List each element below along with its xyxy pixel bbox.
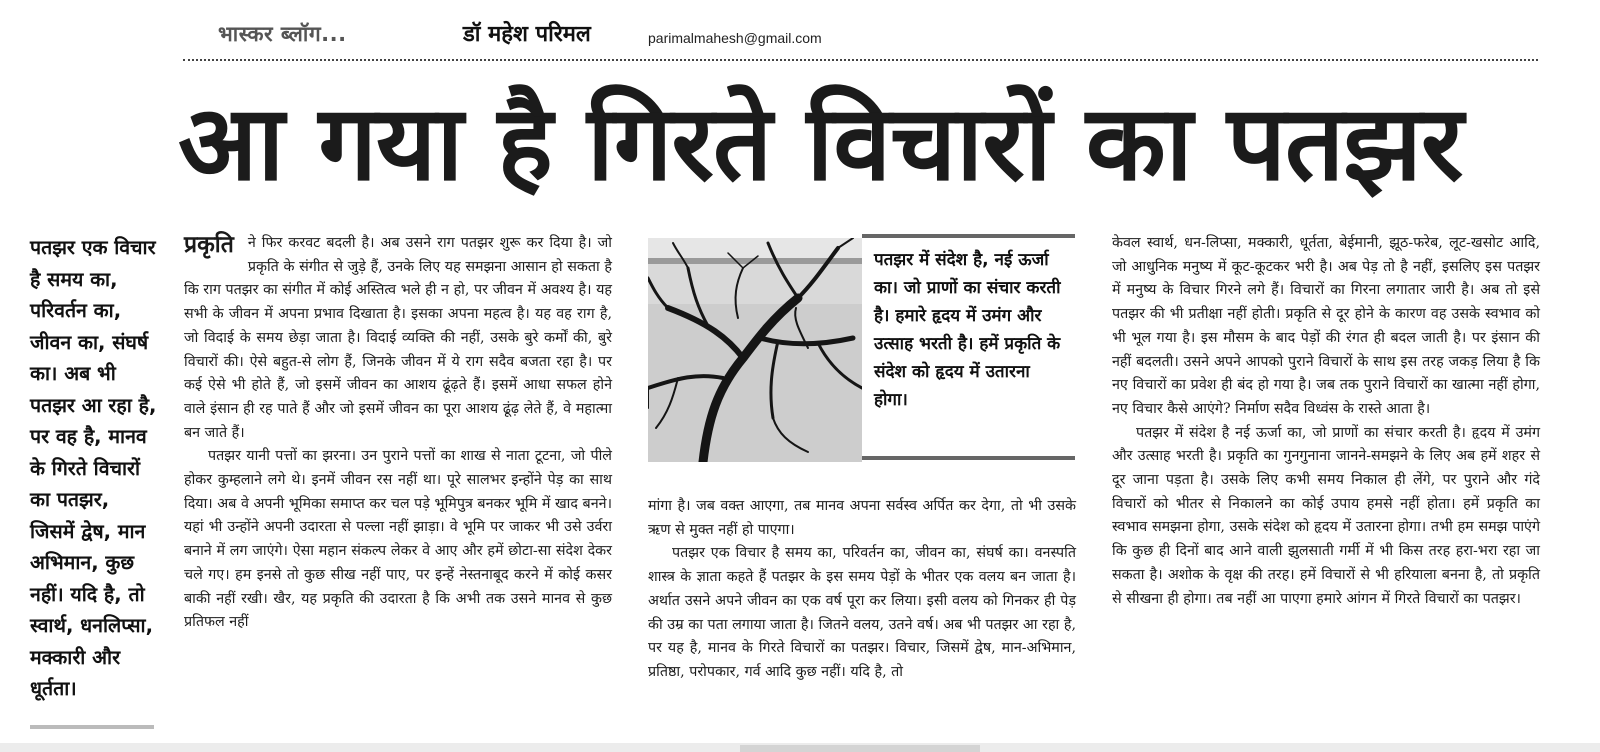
headline: आ गया है गिरते विचारों का पतझर [178, 82, 1463, 204]
article-column-3 [1112, 232, 1540, 611]
article-column-2 [648, 495, 1076, 685]
horizontal-scrollbar-thumb[interactable] [740, 745, 980, 752]
tree-photo [648, 238, 862, 462]
article-paragraph: मांगा है। जब वक्त आएगा, तब मानव अपना सर्वस्व अर्पित कर देगा, तो भी उसके ऋण से मुक्त नहीं हो पाएगा। [648, 498, 1076, 538]
sidebar-quote: पतझर एक विचार है समय का, परिवर्तन का, जीवन का, संघर्ष का। अब भी पतझर आ रहा है, पर वह है, मानव के गिरते विचारों का पतझर, जिसमें द्वेष, मान अभिमान, कुछ नहीं। यदि है, तो स्वार्थ, धनलिप्सा, मक्कारी और धूर्तता। [30, 236, 157, 700]
author-email[interactable]: parimalmahesh@gmail.com [648, 30, 822, 46]
pull-quote: पतझर में संदेश है, नई ऊर्जा का। जो प्राणों का संचार करती है। हमारे हृदय में उमंग और उत्साह भरती है। हमें प्रकृति के संदेश को हृदय में उतारना होगा। [862, 234, 1075, 460]
blog-name: भास्कर ब्लॉग... [218, 22, 347, 46]
article-paragraph: केवल स्वार्थ, धन-लिप्सा, मक्कारी, धूर्तता, बेईमानी, झूठ-फरेब, लूट-खसोट आदि, जो आधुनिक मनुष्य में कूट-कूटकर भरी है। अब पेड़ तो है नहीं, इसलिए इस पतझर में मनुष्य के विचार गिरने लगे हैं। विचारों का गिरना लगातार जारी है। अब तो इसे पतझर की भी प्रतीक्षा नहीं होती। प्रकृति से दूर होने के कारण वह उसके स्वभाव को भी भूल गया है। इस मौसम के बाद पेड़ों की रंगत ही बदल जाती है। पर इंसान की नहीं बदलती। उसने अपने आपको पुराने विचारों के साथ इस तरह जकड़ लिया है कि नए विचारों का प्रवेश ही बंद हो गया है। जब तक पुराने विचारों का खात्मा नहीं होगा, नए विचार कैसे आएंगे? निर्माण सदैव विध्वंस के रास्ते आता है। [1112, 235, 1540, 417]
bare-tree-image [648, 238, 862, 462]
article-paragraph: पतझर यानी पत्तों का झरना। उन पुराने पत्तों का शाख से नाता टूटना, जो पीले होकर कुम्हलाने लगे थे। इनमें जीवन रस नहीं था। पूरे सालभर इन्होंने पेड़ का साथ दिया। अब वे अपनी भूमिका समाप्त कर चल पड़े भूमिपुत्र बनकर भूमि में खाद बनने। यहां भी उन्होंने अपनी उदारता से पल्ला नहीं झाड़ा। वे भूमि पर जाकर भी उसे उर्वरा बनाने में लग जाएंगे। ऐसा महान संकल्प लेकर वे आए और हमें छोटा-सा संदेश देकर चले गए। हम इनसे तो कुछ सीख नहीं पाए, पर इन्हें नेस्तनाबूद करने में कोई कसर बाकी नहीं रखी। खैर, यह प्रकृति की उदारता है कि अभी तक उसने मानव से कुछ प्रतिफल नहीं [184, 448, 613, 631]
article-column-1 [184, 232, 612, 635]
sidebar-underline [30, 725, 154, 729]
header-divider [183, 59, 1538, 61]
article-paragraph: पतझर एक विचार है समय का, परिवर्तन का, जीवन का, संघर्ष का। वनस्पति शास्त्र के ज्ञाता कहते हैं पतझर के इस समय पेड़ों के भीतर एक वलय बन जाता है। अर्थात उसने अपने जीवन का एक वर्ष पूरा कर लिया। इसी वलय को गिनकर ही पेड़ की उम्र का पता लगाया जाता है। जितने वलय, उतने वर्ष। अब भी पतझर आ रहा है, पर यह है, मानव के गिरते विचारों का पतझर। विचार, जिसमें द्वेष, मान-अभिमान, प्रतिष्ठा, परोपकार, गर्व आदि कुछ नहीं। यदि है, तो [648, 545, 1076, 680]
article-paragraph [184, 232, 612, 445]
masthead [218, 18, 1538, 58]
paragraph-text: ने फिर करवट बदली है। अब उसने राग पतझर शुरू कर दिया है। जो प्रकृति के संगीत से जुड़े हैं, उनके लिए यह समझना आसान हो सकता है कि राग पतझर का संगीत में कोई अस्तित्व भले ही न हो, पर जीवन में अवश्य है। यह सभी के जीवन में अपना प्रभाव दिखाता है। इसका अपना महत्व है। यह वह राग है, जो विदाई के समय छेड़ा जाता है। विदाई व्यक्ति की नहीं, उसके बुरे कर्मों की, बुरे विचारों की। ऐसे बहुत-से लोग हैं, जिनके जीवन में ये राग सदैव बजता रहा है। पर कई ऐसे भी होते हैं, जो इसमें जीवन का आशय ढूंढ़ते हैं। इसमें आधा सफल होने वाले इंसान ही रह पाते हैं और जो इसमें जीवन का पूरा आशय ढूंढ़ लेते हैं, वे महात्मा बन जाते हैं। [184, 235, 612, 441]
article-paragraph: पतझर में संदेश है नई ऊर्जा का, जो प्राणों का संचार करती है। हृदय में उमंग और उत्साह भरती है। प्रकृति का गुनगुनाना जानने-समझने के लिए अब हमें शहर से दूर जाना पड़ता है। उसके लिए कभी समय निकाल ही लेंगे, पर पुराने और गंदे विचारों को भीतर से निकालने का कोई उपाय हमसे नहीं होता। हमें प्रकृति का स्वभाव समझना होगा, उसके संदेश को हृदय में उतारना होगा। तभी हम समझ पाएंगे कि कुछ ही दिनों बाद आने वाली झुलसाती गर्मी में भी किस तरह हरा-भरा रहा जा सकता है। अशोक के वृक्ष की तरह। हमें विचारों से भी हरियाला बनना है, तो प्रकृति से सीखना ही होगा। तब नहीं आ पाएगा हमारे आंगन में गिरते विचारों का पतझर। [1112, 424, 1540, 607]
dropcap-word: प्रकृति [184, 232, 234, 258]
author-name: डॉ महेश परिमल [463, 22, 591, 47]
